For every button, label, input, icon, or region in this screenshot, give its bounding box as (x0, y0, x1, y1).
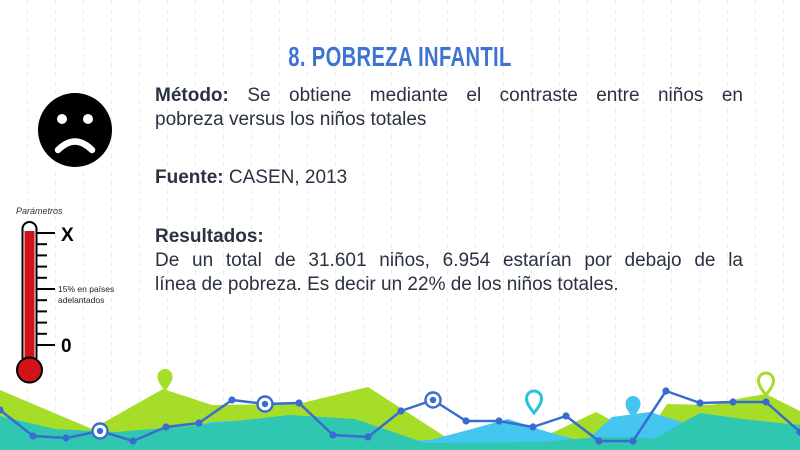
map-pin-icon (527, 391, 542, 413)
thermometer-caption: Parámetros (16, 206, 63, 216)
line-marker (629, 437, 636, 444)
line-marker (562, 412, 569, 419)
line-marker (162, 423, 169, 430)
line-marker (228, 396, 235, 403)
map-pin-icon (158, 369, 173, 391)
line-marker (595, 437, 602, 444)
map-pin-icon (759, 373, 774, 395)
thermometer-ticks (37, 233, 56, 345)
fuente-value: CASEN, 2013 (228, 167, 348, 188)
line-marker (729, 398, 736, 405)
thermometer-mid-label: 15% en países (58, 284, 115, 294)
line-marker (295, 399, 302, 406)
line-marker (495, 417, 502, 424)
sad-face-icon (35, 90, 115, 170)
metodo-line-2: pobreza versus los niños totales (155, 109, 427, 130)
line-marker (62, 434, 69, 441)
line-marker (662, 387, 669, 394)
line-marker (529, 423, 536, 430)
fuente-line (155, 166, 743, 190)
metodo-line-1: Método: Se obtiene mediante el contraste entre niños en (155, 85, 743, 106)
footer-wave-decoration (0, 360, 800, 450)
metodo-label: Método: (155, 85, 229, 106)
resultados-paragraph (155, 225, 743, 297)
metodo-paragraph (155, 84, 743, 132)
thermometer-mid-label-2: adelantados (58, 295, 105, 305)
resultados-line-2: línea de pobreza. Es decir un 22% de los niños totales. (155, 274, 619, 295)
resultados-label: Resultados: (155, 226, 264, 247)
line-marker (462, 417, 469, 424)
thermometer-max-label: X (61, 225, 74, 246)
resultados-line-1: De un total de 31.601 niños, 6.954 estarían por debajo de la (155, 250, 743, 271)
line-marker (129, 437, 136, 444)
line-marker (329, 431, 336, 438)
fuente-label: Fuente: (155, 167, 224, 188)
line-marker (195, 419, 202, 426)
line-marker (762, 398, 769, 405)
line-marker (364, 433, 371, 440)
line-marker (29, 432, 36, 439)
line-marker (397, 407, 404, 414)
thermometer-min-label: 0 (61, 336, 72, 357)
page-title: 8. POBREZA INFANTIL (288, 41, 512, 72)
line-marker (696, 399, 703, 406)
